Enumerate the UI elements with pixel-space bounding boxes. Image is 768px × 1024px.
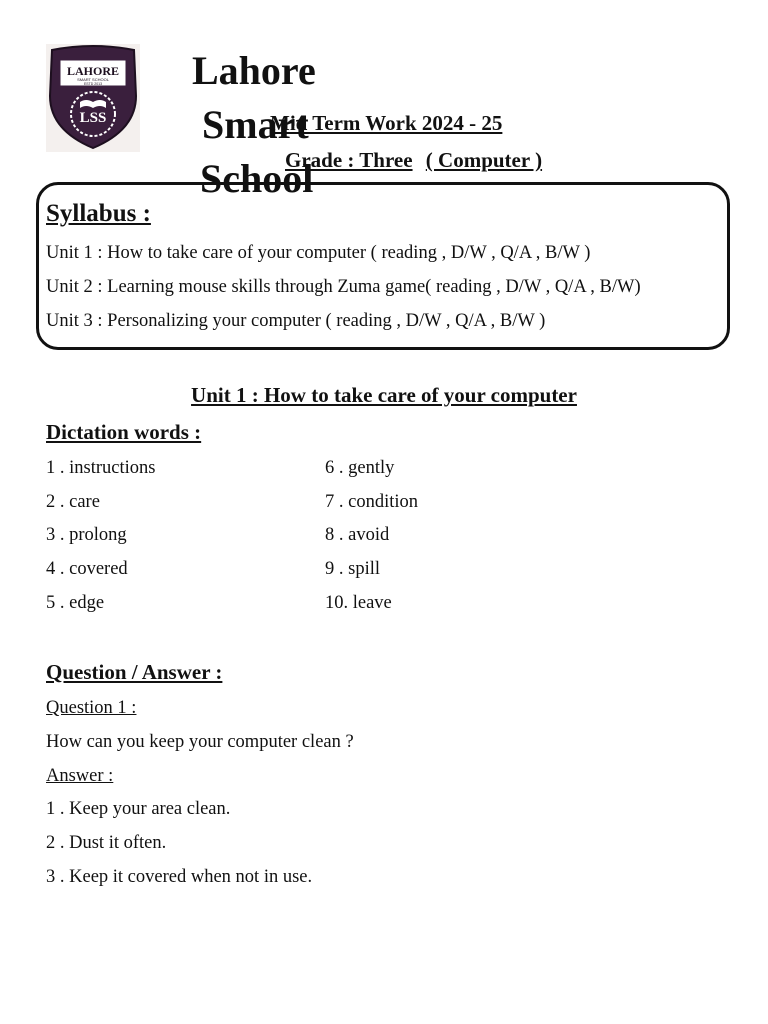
syllabus-title: Syllabus :: [46, 200, 151, 227]
qa-title: Question / Answer :: [46, 660, 223, 684]
dictation-word: 9 . spill: [325, 559, 380, 579]
answer-label: Answer :: [46, 766, 114, 786]
unit-heading: [0, 383, 768, 408]
school-crest-icon: [46, 44, 140, 152]
school-name-line-3: School: [200, 156, 314, 201]
unit-heading-text: Unit 1 : How to take care of your computer: [191, 383, 577, 407]
syllabus-unit-1: Unit 1 : How to take care of your computer ( reading , D/W , Q/A , B/W ): [46, 243, 591, 263]
school-logo: [46, 44, 140, 152]
dictation-word: 3 . prolong: [46, 525, 127, 545]
dictation-word: 8 . avoid: [325, 525, 390, 545]
grade-line: [285, 148, 542, 173]
question-text: How can you keep your computer clean ?: [46, 732, 354, 752]
school-name-line-2: Smart: [202, 102, 309, 147]
logo-sub-text: SMART SCHOOL: [77, 77, 109, 82]
dictation-word: 2 . care: [46, 492, 100, 512]
logo-est-text: ESTD 2013: [83, 82, 103, 86]
subject-label: ( Computer ): [425, 148, 543, 172]
syllabus-unit-3: Unit 3 : Personalizing your computer ( reading , D/W , Q/A , B/W ): [46, 311, 546, 331]
answer-line: 2 . Dust it often.: [46, 833, 167, 853]
syllabus-unit-2: Unit 2 : Learning mouse skills through Zuma game( reading , D/W , Q/A , B/W): [46, 277, 641, 297]
dictation-word: 5 . edge: [46, 593, 105, 613]
dictation-title: Dictation words :: [46, 420, 202, 444]
question-label: Question 1 :: [46, 698, 137, 718]
dictation-word: 6 . gently: [325, 458, 395, 478]
answer-line: 3 . Keep it covered when not in use.: [46, 867, 313, 887]
term-title: Mid Term Work 2024 - 25: [270, 111, 503, 135]
answer-line: 1 . Keep your area clean.: [46, 799, 231, 819]
dictation-word: 7 . condition: [325, 492, 419, 512]
dictation-word: 1 . instructions: [46, 458, 156, 478]
logo-top-text: LAHORE: [66, 64, 120, 78]
dictation-word: 4 . covered: [46, 559, 128, 579]
school-name-line-1: Lahore: [192, 48, 316, 93]
grade-label: Grade : Three: [285, 148, 413, 172]
logo-monogram: LSS: [79, 110, 107, 126]
dictation-word: 10. leave: [325, 593, 392, 613]
